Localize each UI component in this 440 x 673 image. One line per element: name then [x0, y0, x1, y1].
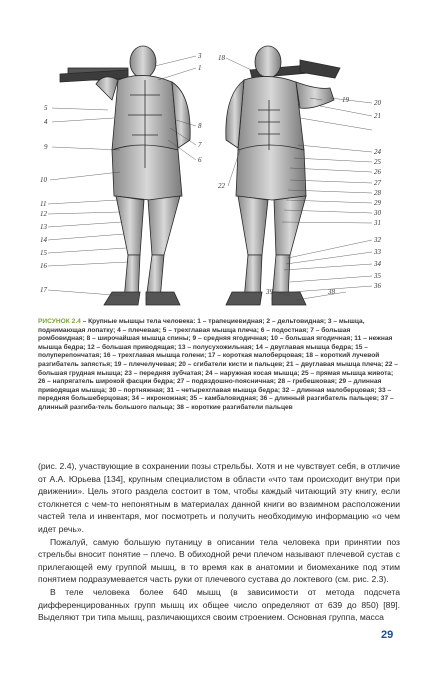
figure-label: 3: [198, 52, 202, 60]
figure-label: 22: [218, 182, 225, 190]
figure-label: 30: [374, 209, 381, 217]
figure-label: 33: [374, 248, 381, 256]
caption-title: РИСУНОК 2.4: [38, 318, 81, 325]
figure-label: 12: [40, 210, 47, 218]
figure-label: 11: [40, 200, 47, 208]
figure-label: 4: [44, 118, 48, 126]
figure-label: 10: [40, 176, 47, 184]
figure-label: 28: [374, 189, 381, 197]
figure-label: 24: [374, 148, 381, 156]
figure-label: 31: [374, 219, 381, 227]
figure-label: 9: [44, 143, 48, 151]
paragraph: (рис. 2.4), участвующие в сохранении позы стрельбы. Хотя и не чувствует себя, в отличие от А.А. Юрьева [134], крупным специалистом в области «что там происходит внутри при движении». Цель этого раздела состоит в том, чтобы каждый читающий эту книгу, если столкнется с чем-то непонятным в материалах данной книги во взаимном расположении частей тела и инвентаря, мог посмотреть и получить необходимую информацию «о чем идет речь».: [38, 461, 400, 534]
figure-label: 35: [374, 272, 381, 280]
figure-label: 27: [374, 179, 381, 187]
figure-caption: [38, 318, 398, 413]
figure-label: 5: [44, 104, 48, 112]
figure-label: 20: [374, 99, 381, 107]
figure-label: 8: [198, 122, 202, 130]
figure-label: 1: [198, 64, 202, 72]
figure-label: 19: [342, 96, 349, 104]
figure-label: 7: [198, 141, 202, 149]
figure-label: 34: [374, 260, 381, 268]
figure-label: 29: [374, 199, 381, 207]
page-number: 29: [381, 629, 394, 641]
anatomy-figure: [0, 0, 440, 312]
body-text: [38, 460, 400, 624]
paragraph: Пожалуй, самую большую путаницу в описании тела человека при принятии поз стрельбы вносит понятие – плечо. В обиходной речи плечом называют плечевой сустав с прилегающей ему группой мышц, в то время как в анатомии и биомеханике под этим понятием подразумевается часть руки от плечевого сустава до локтевого (см. рис. 2.3).: [38, 536, 400, 585]
figure-label: 39: [266, 288, 273, 296]
figure-label: 38: [328, 288, 335, 296]
caption-text: – Крупные мышцы тела человека: 1 – трапециевидная; 2 – дельтовидная; 3 – мышца, поднимающая лопатку; 4 – плечевая; 5 – трехглавая мышца плеча; 6 – подостная; 7 – большая ромбовидная; 8 – широчайшая мышца спины; 9 – средняя ягодичная; 10 – большая ягодичная; 11 – нежная мышца бедра; 12 – большая приводящая; 13 – полусухожильная; 14 – двуглавая мышца бедра; 15 – полуперепончатая; 16 – трехглавая мышца голени; 17 – короткая малоберцовая; 18 – короткий лучевой разгибатель запястья; 19 – плечелучевая; 20 – сгибатели кисти и пальцев; 21 – двуглавая мышца плеча; 22 – большая грудная мышца; 23 – передняя зубчатая; 24 – наружная косая мышца; 25 – прямая мышца живота; 26 – напрягатель широкой фасции бедра; 27 – подвздошно-поясничная; 28 – гребешковая; 29 – длинная приводящая мышца; 30 – портняжная; 31 – четырехглавая мышца бедра; 32 – длинная малоберцовая; 33 – передняя большеберцовая; 34 – икроножная; 35 – камбаловидная; 36 – длинный разгибатель пальцев; 37 – длинный разгиба-тель большого пальца; 38 – короткие разгибатели пальцев: [38, 318, 398, 411]
back-view-figure: [60, 46, 190, 305]
figure-label: 6: [198, 156, 202, 164]
front-view-figure: [226, 46, 340, 305]
figure-label: 13: [40, 223, 47, 231]
figure-label: 36: [374, 282, 381, 290]
figure-label: 25: [374, 158, 381, 166]
muscle-illustration: [0, 0, 440, 312]
figure-label: 26: [374, 168, 381, 176]
figure-label: 17: [40, 286, 47, 294]
figure-label: 18: [218, 54, 225, 62]
figure-label: 14: [40, 236, 47, 244]
figure-label: 16: [40, 262, 47, 270]
figure-label: 15: [40, 249, 47, 257]
figure-label: 32: [374, 236, 381, 244]
paragraph: В теле человека более 640 мышц (в зависимости от метода подсчета дифференцированных групп мышц их общее число определяют от 639 до 850) [89]. Выделяют три типа мышц, различающихся своим строением. Основная группа, масса: [38, 586, 400, 623]
figure-label: 21: [374, 112, 381, 120]
